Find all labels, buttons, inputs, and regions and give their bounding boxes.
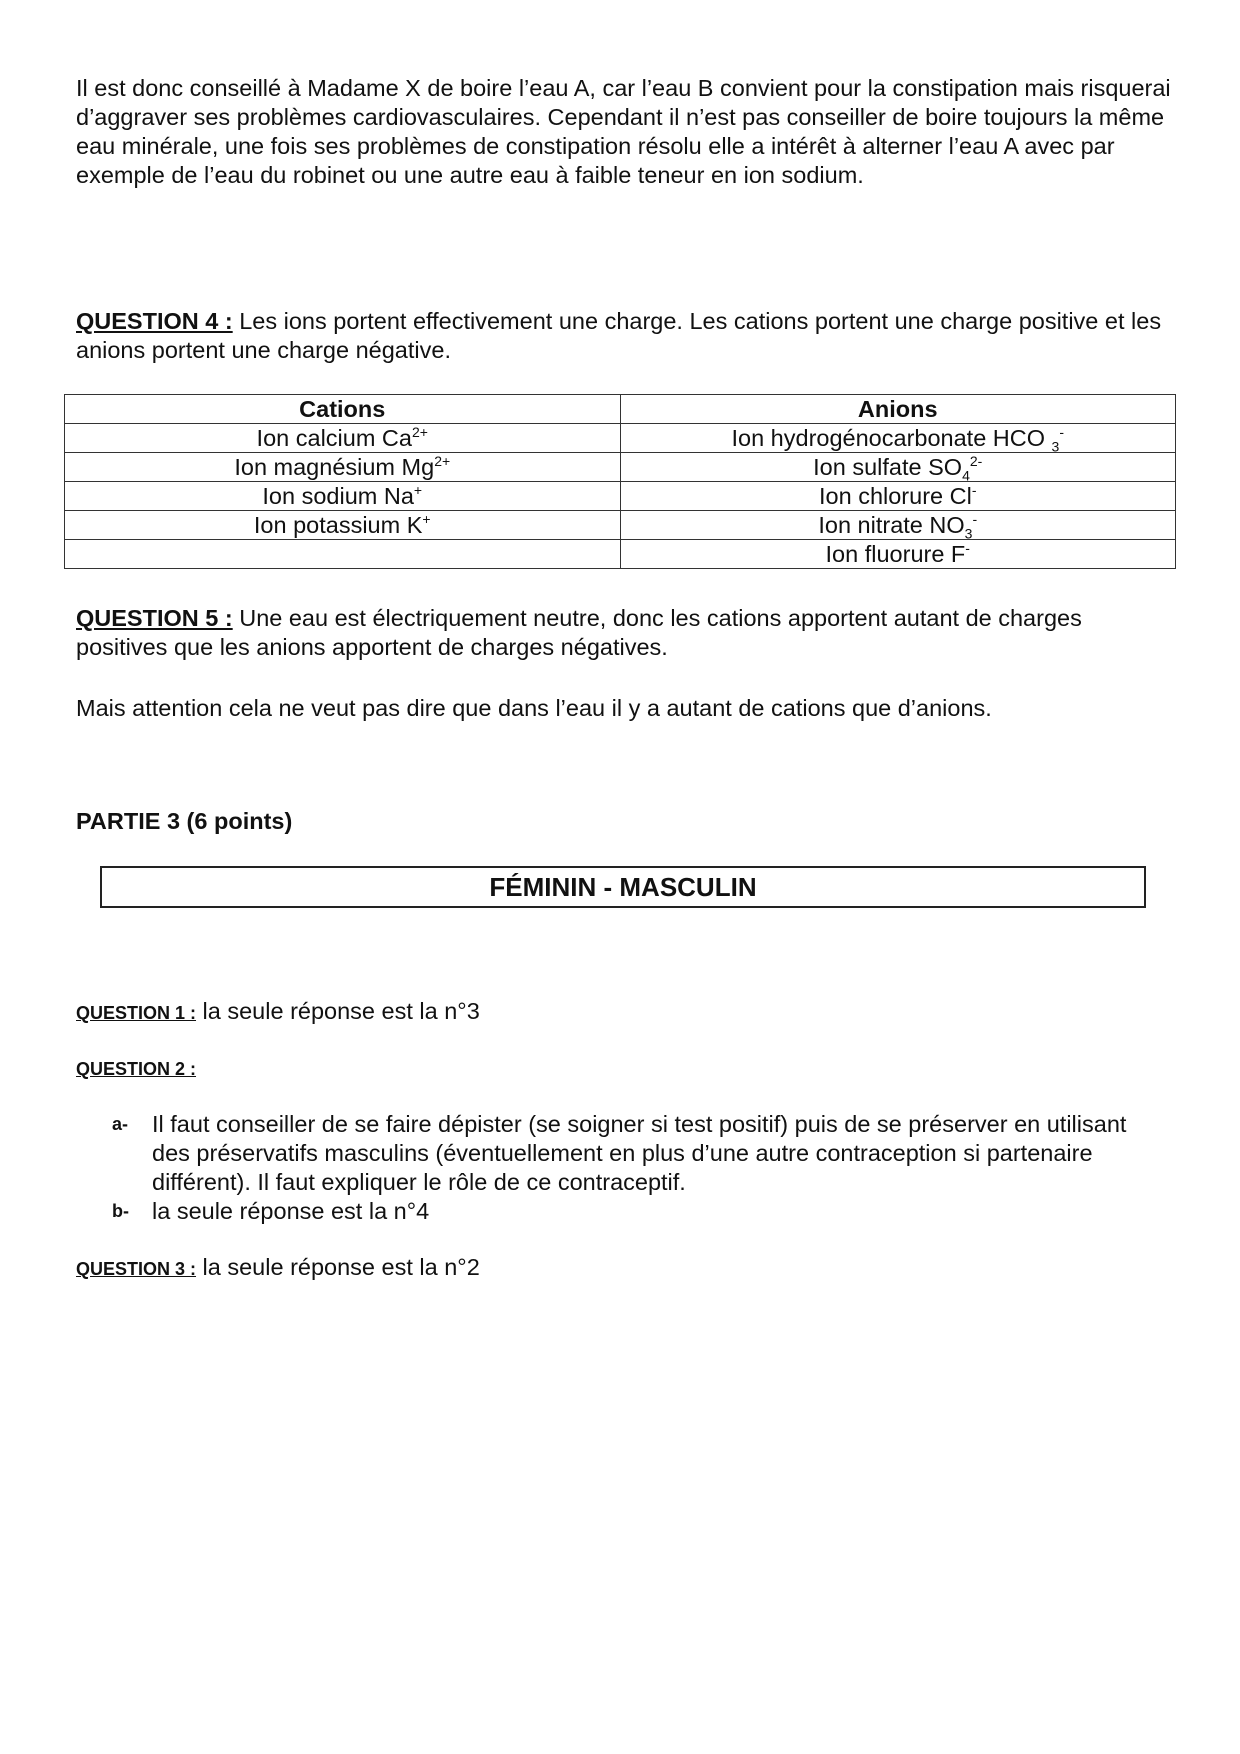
question-5-note: Mais attention cela ne veut pas dire que dans l’eau il y a autant de cations que d’anions. [76, 695, 992, 721]
table-row [65, 453, 1176, 482]
question-4-label: QUESTION 4 : [76, 308, 233, 334]
table-row [65, 511, 1176, 540]
partie-3-question-3 [76, 1253, 1176, 1284]
cation-cell-empty [65, 540, 621, 569]
section-title: FÉMININ - MASCULIN [489, 872, 757, 902]
partie-3-heading: PARTIE 3 (6 points) [76, 808, 293, 834]
anion-cell: Ion fluorure F- [620, 540, 1176, 569]
partie-3-question-3-text: la seule réponse est la n°2 [196, 1254, 480, 1280]
partie-3-question-1-text: la seule réponse est la n°3 [196, 998, 480, 1024]
partie-3-question-1 [76, 997, 1176, 1028]
cation-cell: Ion sodium Na+ [65, 482, 621, 511]
list-marker: b- [112, 1201, 129, 1221]
question-5 [76, 604, 1176, 662]
list-item-text: Il faut conseiller de se faire dépister (se soigner si test positif) puis de se préserver en utilisant des préservatifs masculins (éventuellement en plus d’une autre contraception si partenaire différent). Il faut expliquer le rôle de ce contraceptif. [152, 1111, 1127, 1195]
question-5-label: QUESTION 5 : [76, 605, 233, 631]
partie-3-question-1-label: QUESTION 1 : [76, 1003, 197, 1023]
list-marker: a- [112, 1114, 129, 1134]
anion-cell: Ion hydrogénocarbonate HCO $_3$- [620, 424, 1176, 453]
section-title-box [100, 866, 1146, 908]
partie-3-question-2 [76, 1053, 1176, 1084]
table-row [65, 482, 1176, 511]
partie-3-question-3-label: QUESTION 3 : [76, 1259, 197, 1279]
table-row [65, 424, 1176, 453]
partie-3-question-2-label: QUESTION 2 : [76, 1059, 197, 1079]
list-item-text: la seule réponse est la n°4 [152, 1198, 430, 1224]
cation-cell: Ion potassium K+ [65, 511, 621, 540]
question-4-text: Les ions portent effectivement une charge. Les cations portent une charge positive et les anions portent une charge négative. [76, 308, 1162, 363]
anion-cell: Ion sulfate $SO_4^{2-}$ [620, 453, 1176, 482]
anion-cell: Ion nitrate $NO_3^-$ [620, 511, 1176, 540]
cation-cell: Ion calcium $Ca^{2+}$ [65, 424, 621, 453]
ions-table [64, 394, 1176, 569]
cations-header: Cations [65, 395, 621, 424]
list-item [112, 1110, 1162, 1197]
intro-paragraph: Il est donc conseillé à Madame X de boire l’eau A, car l’eau B convient pour la constipation mais risquerai d’aggraver ses problèmes cardiovasculaires. Cependant il n’est pas conseiller de boire toujours la même eau minérale, une fois ses problèmes de constipation résolu elle a intérêt à alterner l’eau A avec par exemple de l’eau du robinet ou une autre eau à faible teneur en ion sodium. [76, 75, 1171, 188]
table-row [65, 540, 1176, 569]
anion-cell: Ion chlorure Cl- [620, 482, 1176, 511]
list-item [112, 1197, 1162, 1226]
question-5-text: Une eau est électriquement neutre, donc les cations apportent autant de charges positives que les anions apportent de charges négatives. [76, 605, 1082, 660]
table-header-row [65, 395, 1176, 424]
question-4 [76, 307, 1176, 365]
cation-cell: Ion magnésium $Mg^{2+}$ [65, 453, 621, 482]
anions-header: Anions [620, 395, 1176, 424]
